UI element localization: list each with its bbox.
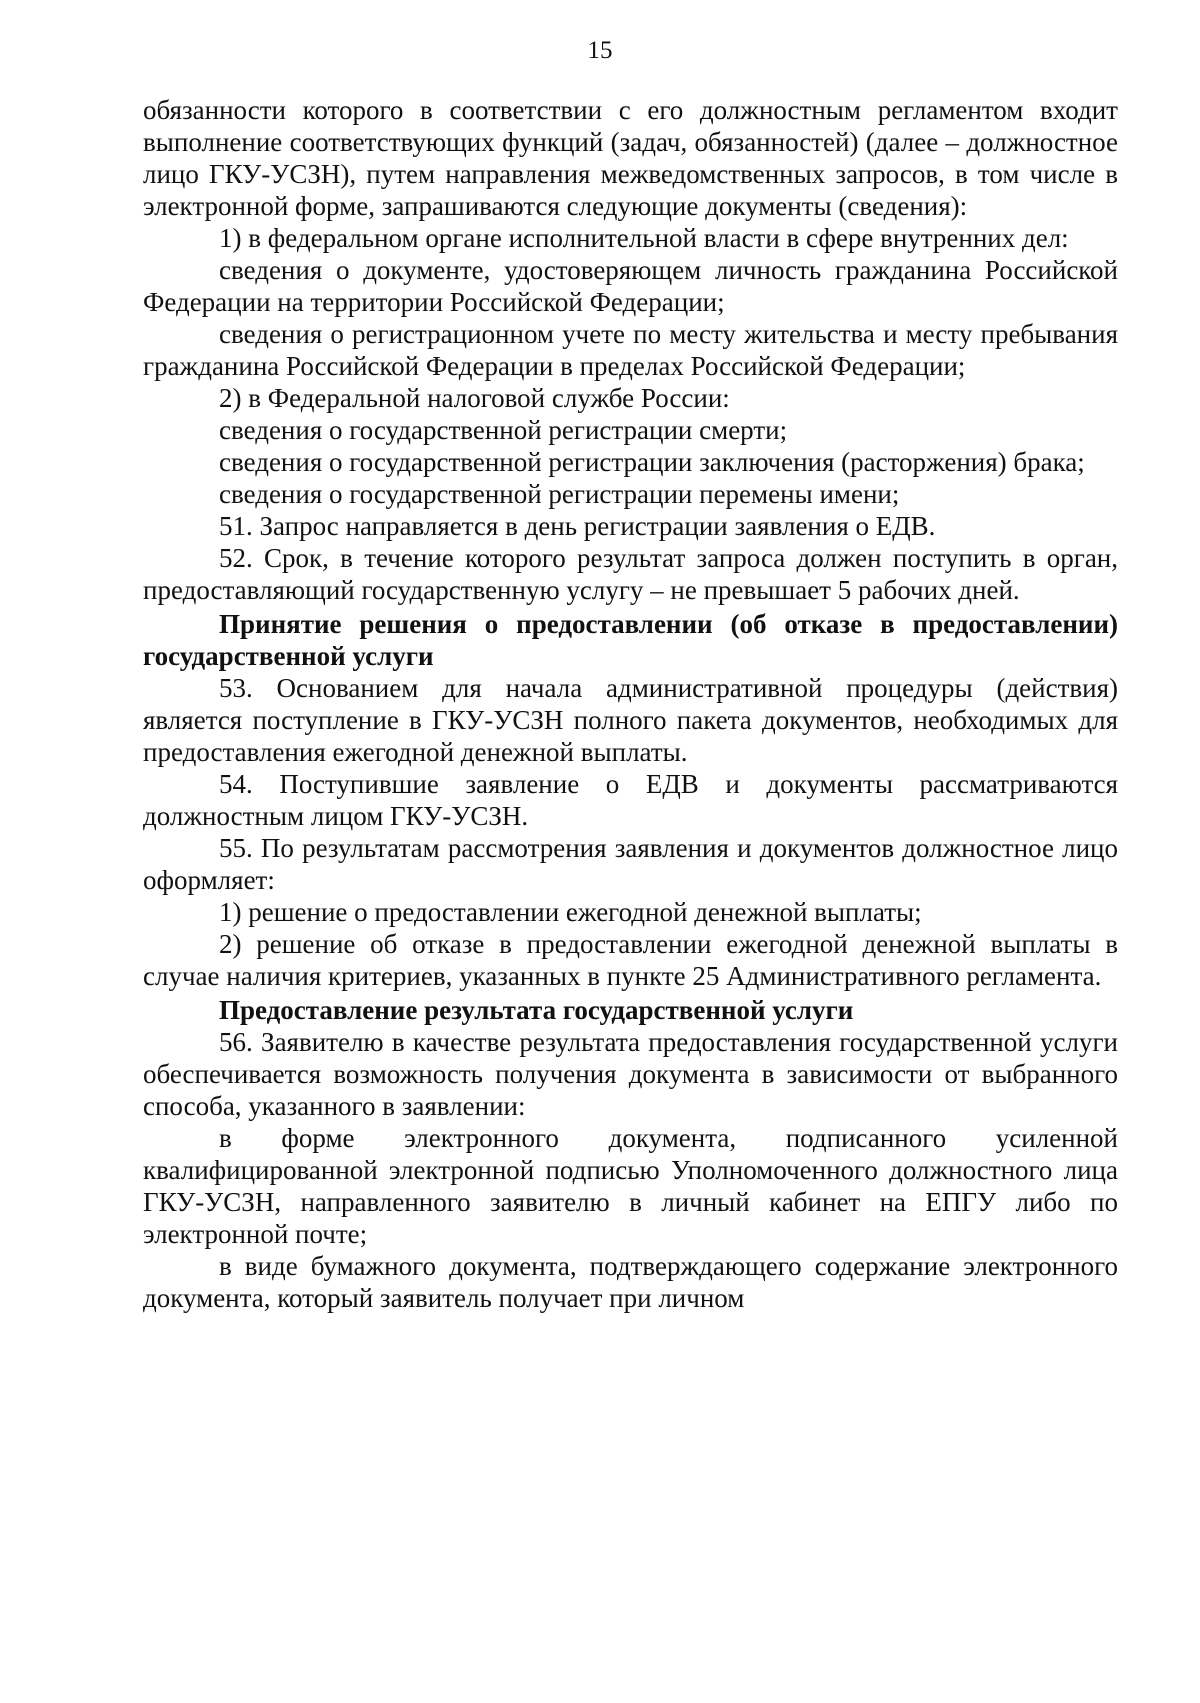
- paragraph-55: 55. По результатам рассмотрения заявления и документов должностное лицо оформляет:: [143, 833, 1118, 895]
- paragraph-electronic-document: в форме электронного документа, подписанного усиленной квалифицированной электронной подписью Уполномоченного должностного лица ГКУ-УСЗН, направленного заявителю в личный кабинет на ЕПГУ либо по электронной почте;: [143, 1123, 1118, 1249]
- page-number: 15: [587, 37, 613, 64]
- paragraph-decision-grant: 1) решение о предоставлении ежегодной денежной выплаты;: [219, 897, 922, 927]
- paragraph-name-change: сведения о государственной регистрации перемены имени;: [219, 479, 900, 509]
- paragraph-death-registration: сведения о государственной регистрации смерти;: [219, 415, 788, 445]
- section-heading-result: Предоставление результата государственной услуги: [219, 995, 854, 1025]
- paragraph-registration-info: сведения о регистрационном учете по месту жительства и месту пребывания гражданина Российской Федерации в пределах Российской Федерации;: [143, 319, 1118, 381]
- paragraph-52: 52. Срок, в течение которого результат запроса должен поступить в орган, предоставляющий государственную услугу – не превышает 5 рабочих дней.: [143, 543, 1118, 605]
- paragraph-54: 54. Поступившие заявление о ЕДВ и документы рассматриваются должностным лицом ГКУ-УСЗН.: [143, 769, 1118, 831]
- paragraph-paper-document: в виде бумажного документа, подтверждающего содержание электронного документа, который заявитель получает при личном: [143, 1251, 1118, 1313]
- paragraph-item-1: 1) в федеральном органе исполнительной власти в сфере внутренних дел:: [219, 223, 1069, 253]
- paragraph-item-2: 2) в Федеральной налоговой службе России:: [219, 383, 730, 413]
- paragraph-identity-info: сведения о документе, удостоверяющем личность гражданина Российской Федерации на территории Российской Федерации;: [143, 255, 1118, 317]
- paragraph-53: 53. Основанием для начала административной процедуры (действия) является поступление в ГКУ-УСЗН полного пакета документов, необходимых для предоставления ежегодной денежной выплаты.: [143, 673, 1118, 767]
- paragraph-56: 56. Заявителю в качестве результата предоставления государственной услуги обеспечивается возможность получения документа в зависимости от выбранного способа, указанного в заявлении:: [143, 1027, 1118, 1121]
- paragraph-51: 51. Запрос направляется в день регистрации заявления о ЕДВ.: [219, 511, 936, 541]
- document-body: [143, 94, 1118, 1314]
- section-heading-decision: Принятие решения о предоставлении (об отказе в предоставлении) государственной услуги: [143, 609, 1118, 671]
- paragraph-intro: обязанности которого в соответствии с его должностным регламентом входит выполнение соответствующих функций (задач, обязанностей) (далее – должностное лицо ГКУ-УСЗН), путем направления межведомственных запросов, в том числе в электронной форме, запрашиваются следующие документы (сведения):: [143, 95, 1118, 221]
- paragraph-decision-refusal: 2) решение об отказе в предоставлении ежегодной денежной выплаты в случае наличия критериев, указанных в пункте 25 Административного регламента.: [143, 929, 1118, 991]
- paragraph-marriage-registration: сведения о государственной регистрации заключения (расторжения) брака;: [219, 447, 1085, 477]
